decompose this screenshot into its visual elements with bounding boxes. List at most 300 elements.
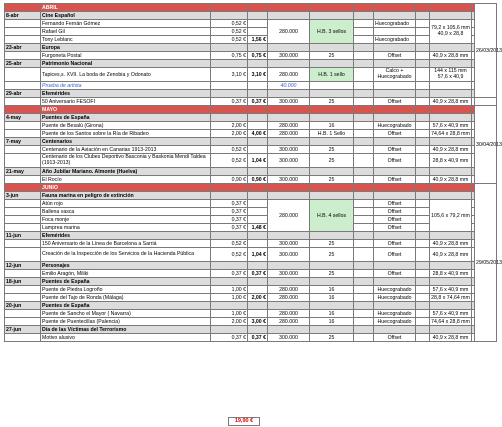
table-cell xyxy=(5,68,41,82)
table-cell: 280.000 xyxy=(268,130,310,138)
table-cell xyxy=(248,278,268,286)
table-row xyxy=(5,146,497,154)
table-cell xyxy=(5,294,41,302)
table-cell: 280.000 xyxy=(268,20,310,44)
table-cell xyxy=(430,138,472,146)
table-cell: 280.000 xyxy=(268,318,310,326)
table-cell xyxy=(5,176,41,184)
release-date-june: 29/05/2013 xyxy=(475,184,497,342)
series-row xyxy=(5,44,497,52)
table-cell xyxy=(354,278,374,286)
table-cell xyxy=(248,168,268,176)
table-cell: 11-jun xyxy=(5,232,41,240)
table-cell xyxy=(416,20,430,28)
table-cell xyxy=(354,28,374,36)
table-cell xyxy=(416,146,430,154)
table-cell xyxy=(472,52,475,60)
table-cell: 12-jun xyxy=(5,262,41,270)
table-cell: Offset xyxy=(374,98,416,106)
table-cell xyxy=(268,232,310,240)
table-cell xyxy=(472,90,475,98)
table-cell: 25 xyxy=(310,52,354,60)
table-cell: Calco + Huecograbado xyxy=(374,68,416,82)
table-row xyxy=(5,270,497,278)
table-cell xyxy=(268,138,310,146)
table-cell xyxy=(472,278,475,286)
table-cell: 40.000 xyxy=(268,82,310,90)
table-cell: 0,37 € xyxy=(211,216,248,224)
table-cell xyxy=(5,98,41,106)
table-row xyxy=(5,122,497,130)
table-cell: 0,37 € xyxy=(248,334,268,342)
table-cell xyxy=(416,208,430,216)
table-cell: Huecograbado xyxy=(374,286,416,294)
table-cell xyxy=(472,310,475,318)
table-cell xyxy=(5,286,41,294)
table-cell xyxy=(354,36,374,44)
table-cell: 300.000 xyxy=(268,248,310,262)
table-cell xyxy=(416,98,430,106)
table-cell xyxy=(374,184,416,192)
table-cell: 0,90 € xyxy=(248,176,268,184)
table-cell xyxy=(268,262,310,270)
table-cell: Offset xyxy=(374,270,416,278)
table-cell xyxy=(354,262,374,270)
table-cell xyxy=(354,98,374,106)
table-cell: 300.000 xyxy=(268,52,310,60)
table-cell xyxy=(5,248,41,262)
table-cell: 40,9 x 28,8 mm xyxy=(430,334,472,342)
table-cell xyxy=(248,4,268,12)
table-cell xyxy=(268,326,310,334)
table-cell xyxy=(5,36,41,44)
table-cell xyxy=(354,20,374,28)
table-cell: Centenarios xyxy=(41,138,211,146)
month-header-may xyxy=(5,106,497,114)
table-cell: 7-may xyxy=(5,138,41,146)
table-cell: Puentes de España xyxy=(41,114,211,122)
table-cell xyxy=(472,248,475,262)
table-cell xyxy=(268,168,310,176)
table-cell: 74,64 x 28,8 mm xyxy=(431,318,470,325)
table-cell: 28,8 x 74,64 mm xyxy=(431,294,470,301)
table-cell: Patrimonio Nacional xyxy=(41,60,211,68)
table-cell xyxy=(416,176,430,184)
table-cell: 20-jun xyxy=(5,302,41,310)
table-cell xyxy=(5,28,41,36)
table-cell xyxy=(248,90,268,98)
table-cell xyxy=(211,114,248,122)
table-cell xyxy=(268,184,310,192)
table-cell: 40,9 x 28,8 mm xyxy=(430,248,472,262)
table-cell: 79,2 x 105,6 mm 40,9 x 28,8 xyxy=(430,20,472,44)
table-cell xyxy=(268,106,310,114)
table-cell xyxy=(211,326,248,334)
table-cell: 0,37 € xyxy=(211,334,248,342)
table-cell: 21-may xyxy=(5,168,41,176)
table-cell xyxy=(416,122,430,130)
table-cell xyxy=(5,216,41,224)
table-cell xyxy=(430,82,472,90)
table-row xyxy=(5,176,497,184)
series-row xyxy=(5,262,497,270)
table-cell xyxy=(248,184,268,192)
month-header-june xyxy=(5,184,497,192)
table-cell xyxy=(416,270,430,278)
table-cell: 74,64 x 28,8 mm xyxy=(431,130,470,137)
table-cell: Huecograbado xyxy=(374,310,416,318)
table-cell xyxy=(472,232,475,240)
table-cell xyxy=(472,176,475,184)
table-cell xyxy=(354,240,374,248)
table-cell xyxy=(416,278,430,286)
table-cell: Emilio Aragón, Miliki xyxy=(41,270,211,278)
table-cell xyxy=(354,168,374,176)
table-cell xyxy=(374,4,416,12)
table-row xyxy=(5,28,497,36)
table-cell: 0,37 € xyxy=(211,208,248,216)
table-cell xyxy=(416,106,430,114)
table-cell: 27-jun xyxy=(5,326,41,334)
table-cell xyxy=(211,90,248,98)
table-cell xyxy=(248,44,268,52)
table-cell: 0,37 € xyxy=(248,98,268,106)
table-cell xyxy=(310,106,354,114)
table-cell: 0,52 € xyxy=(211,240,248,248)
table-cell: Foca monje xyxy=(41,216,211,224)
series-row xyxy=(5,60,497,68)
table-cell: Puente de Piedra Logroño xyxy=(41,286,211,294)
release-date-may: 30/04/2013 xyxy=(475,106,497,184)
table-cell xyxy=(5,310,41,318)
table-cell: 3,00 € xyxy=(248,318,268,326)
table-cell: 57,6 x 40,9 mm xyxy=(430,286,472,294)
table-cell xyxy=(374,262,416,270)
table-cell: 23-abr xyxy=(5,44,41,52)
table-cell xyxy=(248,232,268,240)
table-cell: Tapices,s. XVII. La boda de Zenobia y Odonato xyxy=(41,68,211,82)
table-cell: Huecograbado xyxy=(374,20,416,28)
table-cell xyxy=(211,184,248,192)
table-cell: 40,9 x 28,8 mm xyxy=(430,146,472,154)
table-cell xyxy=(248,326,268,334)
table-cell xyxy=(374,90,416,98)
table-cell: 0,37 € xyxy=(211,200,248,208)
table-cell xyxy=(5,334,41,342)
table-cell xyxy=(354,200,374,208)
table-cell: El Rocío xyxy=(41,176,211,184)
table-cell xyxy=(430,106,472,114)
table-row xyxy=(5,154,497,168)
table-cell: Huecograbado xyxy=(374,318,416,326)
table-cell xyxy=(472,334,475,342)
table-cell: Offset xyxy=(374,224,416,232)
table-cell xyxy=(248,302,268,310)
table-cell xyxy=(211,138,248,146)
series-row xyxy=(5,168,497,176)
table-row xyxy=(5,200,497,208)
table-cell: Efemérides xyxy=(41,90,211,98)
table-cell xyxy=(354,310,374,318)
table-cell xyxy=(472,262,475,270)
table-cell: 300.000 xyxy=(268,240,310,248)
table-cell xyxy=(5,240,41,248)
table-cell xyxy=(310,232,354,240)
table-cell xyxy=(248,20,268,28)
table-cell xyxy=(248,310,268,318)
series-row xyxy=(5,192,497,200)
table-cell: 28,8 x 40,9 mm xyxy=(430,154,472,168)
table-cell xyxy=(354,68,374,82)
table-cell: H.B. 1 Sello xyxy=(310,130,354,138)
table-cell: 300.000 xyxy=(268,154,310,168)
table-cell: 0,37 € xyxy=(248,270,268,278)
table-cell: 3,10 € xyxy=(211,68,248,82)
table-cell xyxy=(354,90,374,98)
table-cell xyxy=(416,60,430,68)
table-cell: Rafael Gil xyxy=(41,28,211,36)
table-cell xyxy=(374,192,416,200)
table-cell xyxy=(310,326,354,334)
table-cell xyxy=(248,216,268,224)
table-cell xyxy=(416,318,430,326)
table-cell xyxy=(310,90,354,98)
table-cell xyxy=(268,60,310,68)
table-cell xyxy=(430,4,472,12)
table-cell xyxy=(416,310,430,318)
table-cell xyxy=(472,200,475,208)
table-cell: 0,75 € xyxy=(211,52,248,60)
table-cell xyxy=(248,60,268,68)
table-cell: Tony Leblanc xyxy=(41,36,211,44)
month-header-april xyxy=(5,4,497,12)
table-cell xyxy=(354,52,374,60)
table-cell xyxy=(268,44,310,52)
table-cell xyxy=(354,326,374,334)
table-cell xyxy=(248,262,268,270)
table-cell xyxy=(430,262,472,270)
table-cell xyxy=(248,122,268,130)
table-cell xyxy=(268,90,310,98)
table-cell: 1,04 € xyxy=(248,154,268,168)
table-cell: Offset xyxy=(374,130,416,138)
table-cell xyxy=(248,28,268,36)
table-cell xyxy=(430,302,472,310)
table-cell: 0,75 € xyxy=(248,52,268,60)
table-cell xyxy=(354,154,374,168)
table-cell: 2,00 € xyxy=(211,130,248,138)
table-row xyxy=(5,286,497,294)
table-cell: 25-abr xyxy=(5,60,41,68)
table-cell xyxy=(472,82,475,90)
table-cell: 1,04 € xyxy=(248,248,268,262)
table-cell xyxy=(416,138,430,146)
table-cell: Huecograbado xyxy=(374,36,416,44)
table-row xyxy=(5,310,497,318)
table-cell: Puente de Puentecillas (Palencia) xyxy=(41,318,211,326)
table-cell: 3,10 € xyxy=(248,68,268,82)
table-cell xyxy=(211,278,248,286)
table-cell xyxy=(416,52,430,60)
table-cell: Offset xyxy=(374,248,416,262)
table-cell xyxy=(248,208,268,216)
table-cell xyxy=(310,12,354,20)
table-cell xyxy=(416,154,430,168)
release-date-april: 26/03/2013 xyxy=(475,4,497,98)
table-cell xyxy=(374,114,416,122)
table-cell: Prueba de artista xyxy=(41,82,211,90)
table-cell xyxy=(310,114,354,122)
table-cell xyxy=(248,240,268,248)
table-cell: Puente de los Santos sobre la Ría de Ribadeo xyxy=(41,130,211,138)
table-cell xyxy=(472,114,475,122)
series-row xyxy=(5,302,497,310)
table-cell xyxy=(310,184,354,192)
table-cell xyxy=(430,168,472,176)
table-cell: 4-may xyxy=(5,114,41,122)
table-cell: Puentes de España xyxy=(41,278,211,286)
table-cell: 144 x 115 mm 57,6 x 40,9 xyxy=(430,68,472,82)
table-cell: 280.000 xyxy=(268,200,310,232)
table-cell xyxy=(310,168,354,176)
table-cell xyxy=(211,44,248,52)
table-cell: Puente del Tajo de Ronda (Málaga) xyxy=(41,294,211,302)
table-cell xyxy=(472,60,475,68)
table-row xyxy=(5,318,497,326)
table-row xyxy=(5,240,497,248)
table-cell xyxy=(268,278,310,286)
table-cell xyxy=(5,146,41,154)
table-cell: 300.000 xyxy=(268,146,310,154)
table-cell xyxy=(354,130,374,138)
table-cell: Atún rojo xyxy=(41,200,211,208)
table-row xyxy=(5,36,497,44)
table-cell xyxy=(354,4,374,12)
table-cell xyxy=(416,192,430,200)
table-cell: H.B. 4 sellos xyxy=(310,200,354,232)
table-cell xyxy=(268,192,310,200)
table-cell xyxy=(416,168,430,176)
table-cell xyxy=(5,270,41,278)
table-cell xyxy=(472,168,475,176)
table-cell xyxy=(5,130,41,138)
table-cell: Motivo alusivo xyxy=(41,334,211,342)
table-cell xyxy=(472,326,475,334)
table-cell: 28,8 x 40,9 mm xyxy=(430,270,472,278)
table-cell xyxy=(248,82,268,90)
table-cell xyxy=(430,114,472,122)
table-cell xyxy=(416,216,430,224)
table-cell: 25 xyxy=(310,154,354,168)
table-cell xyxy=(5,154,41,168)
table-cell: 3-jun xyxy=(5,192,41,200)
table-cell: 16 xyxy=(310,286,354,294)
table-cell xyxy=(354,232,374,240)
table-cell xyxy=(248,12,268,20)
table-cell: Europa xyxy=(41,44,211,52)
table-cell: 0,52 € xyxy=(211,146,248,154)
table-cell xyxy=(354,114,374,122)
month-label: JUNIO xyxy=(41,184,211,192)
table-row xyxy=(5,248,497,262)
table-row xyxy=(5,294,497,302)
table-cell xyxy=(430,90,472,98)
table-cell: 29-abr xyxy=(5,90,41,98)
table-cell xyxy=(5,122,41,130)
table-cell xyxy=(354,334,374,342)
table-cell: Cine Español xyxy=(41,12,211,20)
table-cell: 300.000 xyxy=(268,98,310,106)
month-label: ABRIL xyxy=(41,4,211,12)
table-cell xyxy=(430,60,472,68)
table-cell xyxy=(472,68,475,82)
table-cell xyxy=(310,278,354,286)
table-cell xyxy=(211,60,248,68)
table-cell: 150 Aniversario de la Línea de Barcelona a Sarriá xyxy=(41,240,211,248)
table-cell xyxy=(354,286,374,294)
table-cell: 280.000 xyxy=(268,310,310,318)
table-cell xyxy=(416,4,430,12)
table-cell xyxy=(472,192,475,200)
table-cell xyxy=(472,138,475,146)
table-cell xyxy=(472,20,475,28)
table-cell: 40,9 x 28,8 mm xyxy=(430,52,472,60)
table-cell xyxy=(5,52,41,60)
table-cell xyxy=(310,192,354,200)
table-cell: 300.000 xyxy=(268,270,310,278)
table-cell xyxy=(354,184,374,192)
table-cell: 25 xyxy=(310,334,354,342)
table-cell xyxy=(211,82,248,90)
table-cell: H.B. 1 sello xyxy=(310,68,354,82)
table-cell: Offset xyxy=(374,176,416,184)
table-cell xyxy=(354,106,374,114)
table-cell: 16 xyxy=(310,318,354,326)
table-cell xyxy=(416,294,430,302)
table-cell: Lamprea marina xyxy=(41,224,211,232)
series-row xyxy=(5,326,497,334)
table-cell: 25 xyxy=(310,240,354,248)
table-cell xyxy=(430,44,472,52)
table-cell xyxy=(416,90,430,98)
table-cell xyxy=(248,200,268,208)
table-cell: Puente de Sancho el Mayor ( Navarra) xyxy=(41,310,211,318)
table-cell xyxy=(430,12,472,20)
table-cell xyxy=(310,262,354,270)
table-cell: 4,00 € xyxy=(248,130,268,138)
table-cell: 1,00 € xyxy=(211,286,248,294)
table-cell: Puentes de España xyxy=(41,302,211,310)
table-cell xyxy=(5,82,41,90)
table-cell xyxy=(354,208,374,216)
table-cell xyxy=(374,44,416,52)
table-row xyxy=(5,334,497,342)
table-row xyxy=(5,20,497,28)
table-cell: 0,52 € xyxy=(211,154,248,168)
table-cell: 0,37 € xyxy=(211,270,248,278)
table-cell xyxy=(416,130,430,138)
table-cell xyxy=(248,146,268,154)
table-cell xyxy=(354,270,374,278)
table-cell xyxy=(374,28,416,36)
table-cell xyxy=(374,278,416,286)
series-row xyxy=(5,278,497,286)
table-cell xyxy=(472,154,475,168)
table-cell: 280.000 xyxy=(268,286,310,294)
table-cell xyxy=(472,294,475,302)
table-cell xyxy=(472,12,475,20)
table-cell xyxy=(430,184,472,192)
